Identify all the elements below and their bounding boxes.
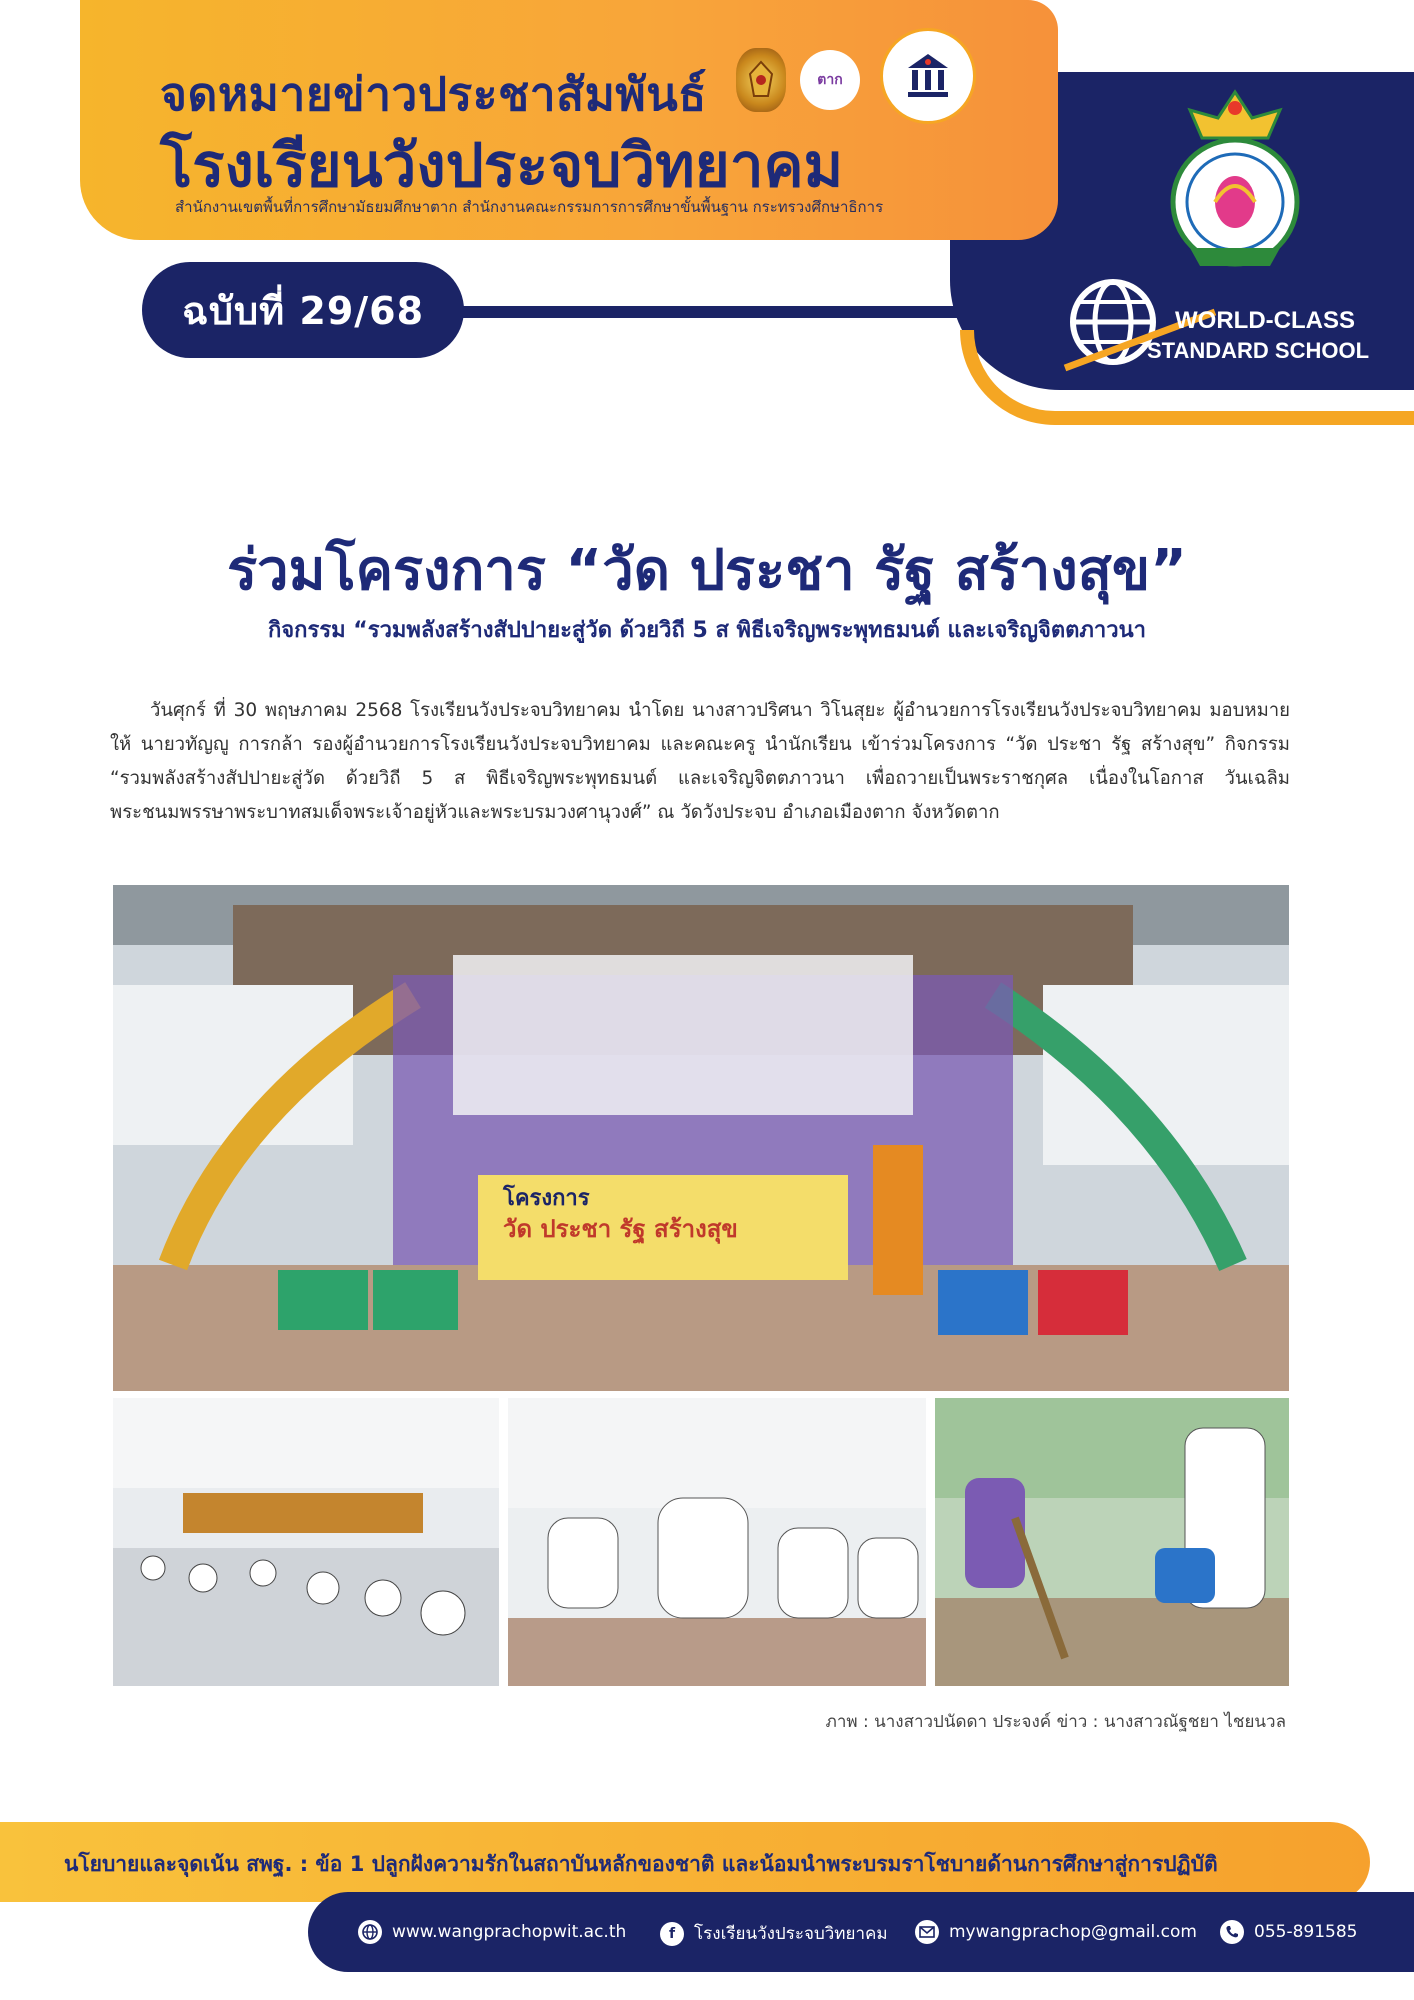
facebook-text: โรงเรียนวังประจบวิทยาคม: [694, 1924, 888, 1944]
email-icon: [915, 1920, 939, 1944]
school-crest-logo: [1160, 90, 1310, 270]
contact-phone[interactable]: [1220, 1920, 1357, 1944]
wcs-line1: WORLD-CLASS: [1175, 307, 1355, 334]
contact-facebook[interactable]: [660, 1920, 888, 1947]
article-headline: ร่วมโครงการ “วัด ประชา รัฐ สร้างสุข”: [227, 538, 1187, 603]
quality-school-logo: [880, 28, 976, 124]
email-text: mywangprachop@gmail.com: [949, 1922, 1197, 1942]
contact-website[interactable]: [358, 1920, 626, 1944]
photo-ceremony-hall: [113, 1398, 499, 1686]
article-subheadline: กิจกรรม “รวมพลังสร้างสัปปายะสู่วัด ด้วยวิถี 5 ส พิธีเจริญพระพุทธมนต์ และเจริญจิตตภาวนา: [267, 618, 1147, 643]
world-class-standard-school-logo: [1055, 272, 1370, 382]
group-photo-main: [113, 885, 1289, 1391]
wcs-line2: STANDARD SCHOOL: [1147, 338, 1370, 363]
newsletter-title: จดหมายข่าวประชาสัมพันธ์: [160, 67, 707, 121]
policy-text: นโยบายและจุดเน้น สพฐ. : ข้อ 1 ปลูกฝังความรักในสถาบันหลักของชาติ และน้อมนำพระบรมราโชบายด้านการศึกษาสู่การปฏิบัติ: [64, 1852, 1218, 1876]
photo-sweeping-grounds: [935, 1398, 1289, 1686]
agency-subtitle: สำนักงานเขตพื้นที่การศึกษามัธยมศึกษาตาก สำนักงานคณะกรรมการการศึกษาขั้นพื้นฐาน กระทรวงศึกษาธิการ: [175, 198, 884, 216]
school-name: โรงเรียนวังประจบวิทยาคม: [160, 131, 844, 201]
issue-number-badge: [142, 262, 464, 358]
facebook-icon: f: [660, 1922, 684, 1946]
phone-icon: [1220, 1920, 1244, 1944]
issue-divider-line: [460, 306, 980, 318]
issue-number: ฉบับที่ 29/68: [181, 288, 425, 333]
article-body: วันศุกร์ ที่ 30 พฤษภาคม 2568 โรงเรียนวังประจบวิทยาคม นำโดย นางสาวปริศนา วิโนสุยะ ผู้อำนวยการโรงเรียนวังประจบวิทยาคม มอบหมายให้ นายวทัญญู การกล้า รองผู้อำนวยการโรงเรียนวังประจบวิทยาคม และคณะครู นำนักเรียน เข้าร่วมโครงการ “วัด ประชา รัฐ สร้างสุข” กิจกรรม “รวมพลังสร้างสัปปายะสู่วัด ด้วยวิถี 5 ส พิธีเจริญพระพุทธมนต์ และเจริญจิตตภาวนา เพื่อถวายเป็นพระราชกุศล เนื่องในโอกาส วันเฉลิมพระชนมพรรษาพระบาทสมเด็จพระเจ้าอยู่หัวและพระบรมวงศานุวงศ์” ณ วัดวังประจบ อำเภอเมืองตาก จังหวัดตาก: [110, 700, 1290, 823]
photo-students-praying: [508, 1398, 926, 1686]
website-text: www.wangprachopwit.ac.th: [392, 1922, 627, 1942]
contact-email[interactable]: [915, 1920, 1197, 1944]
globe-icon: [358, 1920, 382, 1944]
tak-logo: ตาก: [800, 50, 860, 110]
ministry-emblem-logo: [736, 48, 786, 112]
banner-line2: วัด ประชา รัฐ สร้างสุข: [503, 1215, 738, 1243]
banner-line1: โครงการ: [503, 1186, 590, 1211]
phone-text: 055-891585: [1254, 1922, 1358, 1942]
photo-credit: ภาพ : นางสาวปนัดดา ประจงค์ ข่าว : นางสาวณัฐชยา ไชยนวล: [825, 1712, 1286, 1732]
